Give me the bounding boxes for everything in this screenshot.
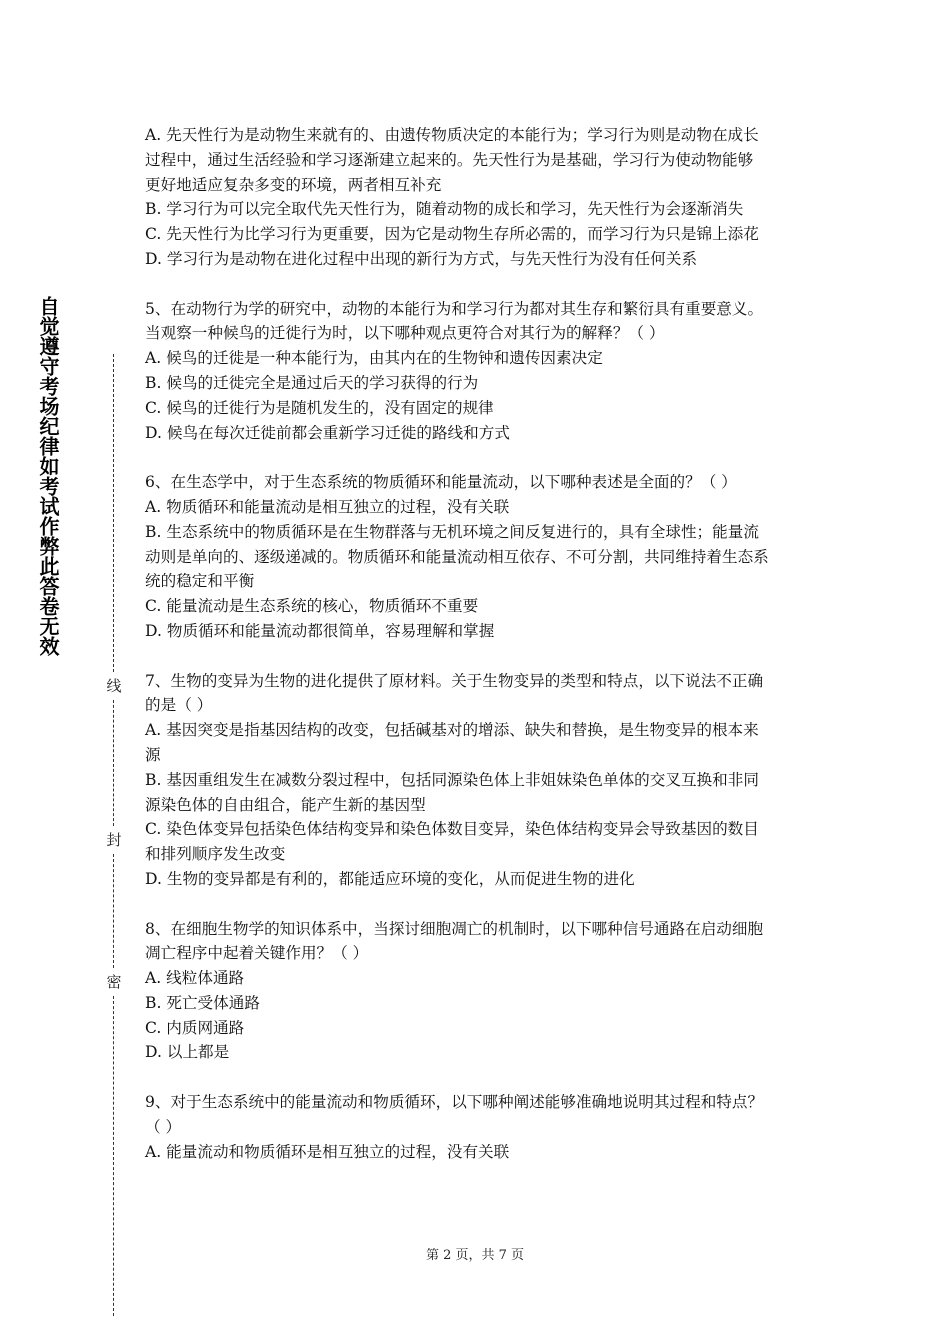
question-block [145, 123, 810, 272]
question-block [145, 1090, 810, 1164]
question-text-line: D. 物质循环和能量流动都很简单，容易理解和掌握 [145, 621, 495, 640]
question-text-line: 统的稳定和平衡 [145, 572, 255, 591]
question-text-line: （ ） [145, 1117, 182, 1136]
binding-dash-segment [113, 996, 114, 1316]
question-text-line: 更好地适应复杂多变的环境，两者相互补充 [145, 175, 442, 194]
question-text-line: D. 以上都是 [145, 1043, 230, 1062]
question-text-line: 5、在动物行为学的研究中，动物的本能行为和学习行为都对其生存和繁衍具有重要意义。 [145, 299, 764, 318]
question-text-line: 凋亡程序中起着关键作用？（ ） [145, 944, 369, 963]
question-block [145, 297, 810, 446]
question-text-line: D. 候鸟在每次迁徙前都会重新学习迁徙的路线和方式 [145, 423, 510, 442]
question-text-line: 过程中，通过生活经验和学习逐渐建立起来的。先天性行为是基础，学习行为使动物能够 [145, 150, 754, 169]
question-text-line: B. 候鸟的迁徙完全是通过后天的学习获得的行为 [145, 373, 479, 392]
binding-dash-segment [113, 854, 114, 968]
binding-dash-segment [113, 700, 114, 826]
question-text-line: 源 [145, 745, 161, 764]
question-text-line: 动则是单向的、逐级递减的。物质循环和能量流动相互依存、不可分割，共同维持着生态系 [145, 547, 769, 566]
question-content [145, 123, 810, 1164]
question-text-line: C. 能量流动是生态系统的核心，物质循环不重要 [145, 597, 479, 616]
question-text-line: A. 线粒体通路 [145, 969, 245, 988]
question-text-line: D. 生物的变异都是有利的，都能适应环境的变化，从而促进生物的进化 [145, 869, 635, 888]
question-text-line: B. 基因重组发生在减数分裂过程中，包括同源染色体上非姐妹染色单体的交叉互换和非同 [145, 770, 759, 789]
question-text-line: A. 先天性行为是动物生来就有的、由遗传物质决定的本能行为；学习行为则是动物在成长 [145, 126, 759, 144]
binding-line [104, 354, 124, 1316]
question-text-line: B. 学习行为可以完全取代先天性行为，随着动物的成长和学习，先天性行为会逐渐消失 [145, 200, 744, 219]
question-block [145, 669, 810, 892]
question-text-line: 源染色体的自由组合，能产生新的基因型 [145, 795, 426, 814]
question-text-line: C. 先天性行为比学习行为更重要，因为它是动物生存所必需的，而学习行为只是锦上添花 [145, 225, 759, 244]
question-text-line: C. 染色体变异包括染色体结构变异和染色体数目变异，染色体结构变异会导致基因的数目 [145, 820, 759, 839]
question-text-line: 7、生物的变异为生物的进化提供了原材料。关于生物变异的类型和特点，以下说法不正确 [145, 671, 764, 690]
question-text-line: A. 能量流动和物质循环是相互独立的过程，没有关联 [145, 1142, 510, 1161]
question-spacer [145, 644, 810, 669]
binding-dash-segment [113, 354, 114, 672]
question-text-line: 6、在生态学中，对于生态系统的物质循环和能量流动，以下哪种表述是全面的？（ ） [145, 473, 737, 492]
exam-discipline-notice: 自觉遵守考场纪律如考试作弊此答卷无效 [36, 296, 60, 656]
question-text-line: D. 学习行为是动物在进化过程中出现的新行为方式，与先天性行为没有任何关系 [145, 249, 698, 268]
question-text-line: 9、对于生态系统中的能量流动和物质循环，以下哪种阐述能够准确地说明其过程和特点？ [145, 1093, 764, 1112]
question-spacer [145, 892, 810, 917]
binding-label-line: 线 [106, 677, 122, 695]
binding-label-secret: 密 [106, 973, 122, 991]
question-text-line: A. 物质循环和能量流动是相互独立的过程，没有关联 [145, 497, 510, 516]
question-spacer [145, 1065, 810, 1090]
question-spacer [145, 445, 810, 470]
question-text-line: 当观察一种候鸟的迁徙行为时，以下哪种观点更符合对其行为的解释？（ ） [145, 324, 665, 343]
binding-label-seal: 封 [106, 831, 122, 849]
question-text-line: C. 内质网通路 [145, 1018, 245, 1037]
question-spacer [145, 272, 810, 297]
question-text-line: B. 生态系统中的物质循环是在生物群落与无机环境之间反复进行的，具有全球性；能量流 [145, 522, 759, 541]
page-footer: 第 2 页，共 7 页 [425, 1248, 525, 1263]
question-text-line: C. 候鸟的迁徙行为是随机发生的，没有固定的规律 [145, 398, 494, 417]
question-text-line: A. 基因突变是指基因结构的改变，包括碱基对的增添、缺失和替换，是生物变异的根本来 [145, 721, 759, 740]
question-text-line: 的是（ ） [145, 696, 213, 715]
question-text-line: 8、在细胞生物学的知识体系中，当探讨细胞凋亡的机制时，以下哪种信号通路在启动细胞 [145, 919, 764, 938]
question-block [145, 917, 810, 1066]
question-text-line: B. 死亡受体通路 [145, 993, 260, 1012]
question-text-line: 和排列顺序发生改变 [145, 845, 286, 864]
question-text-line: A. 候鸟的迁徙是一种本能行为，由其内在的生物钟和遗传因素决定 [145, 349, 603, 368]
question-block [145, 470, 810, 644]
